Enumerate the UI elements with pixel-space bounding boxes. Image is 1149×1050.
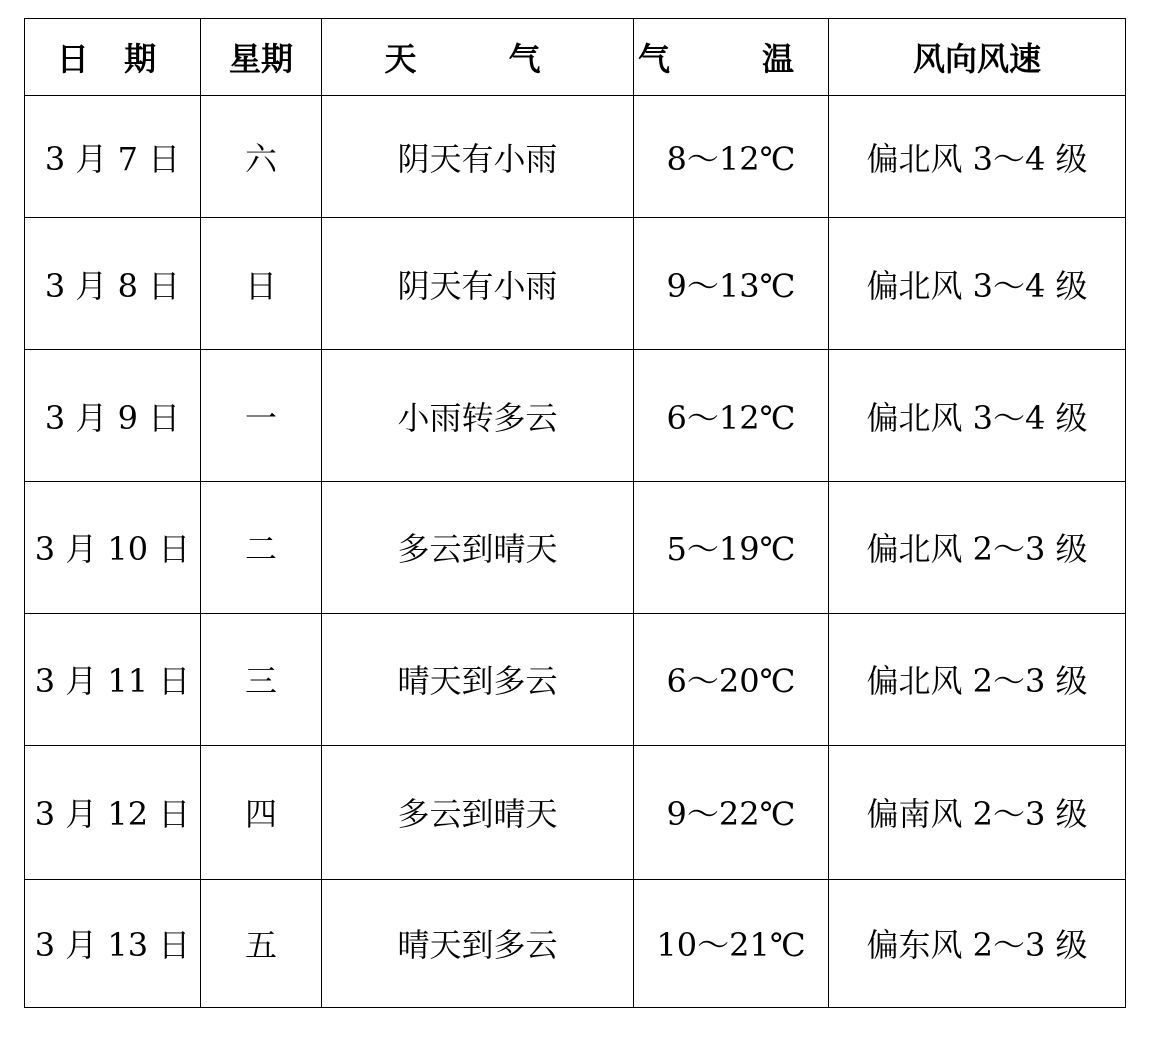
- cell-temperature: 6～12℃: [634, 350, 829, 482]
- cell-wind: 偏北风 3～4 级: [829, 96, 1126, 218]
- header-temperature: 气 温: [634, 19, 829, 96]
- table-row: [25, 218, 1126, 350]
- cell-weekday: 四: [201, 745, 322, 879]
- header-wind: 风向风速: [829, 19, 1126, 96]
- cell-weather: 多云到晴天: [322, 745, 634, 879]
- table-header: [25, 19, 1126, 96]
- table-row: [25, 482, 1126, 613]
- weather-forecast-table: [24, 18, 1126, 1008]
- cell-weather: 多云到晴天: [322, 482, 634, 613]
- cell-weather: 小雨转多云: [322, 350, 634, 482]
- cell-weekday: 五: [201, 879, 322, 1007]
- cell-weather: 晴天到多云: [322, 879, 634, 1007]
- header-weather: 天 气: [322, 19, 634, 96]
- cell-wind: 偏南风 2～3 级: [829, 745, 1126, 879]
- cell-date: 3 月 12 日: [25, 745, 201, 879]
- cell-date: 3 月 10 日: [25, 482, 201, 613]
- header-weekday: 星期: [201, 19, 322, 96]
- cell-date: 3 月 13 日: [25, 879, 201, 1007]
- cell-wind: 偏东风 2～3 级: [829, 879, 1126, 1007]
- cell-temperature: 9～13℃: [634, 218, 829, 350]
- cell-weekday: 三: [201, 613, 322, 745]
- cell-date: 3 月 11 日: [25, 613, 201, 745]
- cell-weekday: 六: [201, 96, 322, 218]
- table-row: [25, 613, 1126, 745]
- cell-date: 3 月 9 日: [25, 350, 201, 482]
- cell-weather: 阴天有小雨: [322, 218, 634, 350]
- cell-weekday: 日: [201, 218, 322, 350]
- cell-weekday: 一: [201, 350, 322, 482]
- cell-date: 3 月 7 日: [25, 96, 201, 218]
- cell-wind: 偏北风 2～3 级: [829, 482, 1126, 613]
- cell-temperature: 8～12℃: [634, 96, 829, 218]
- cell-wind: 偏北风 3～4 级: [829, 350, 1126, 482]
- cell-temperature: 6～20℃: [634, 613, 829, 745]
- table-body: [25, 96, 1126, 1008]
- cell-weather: 晴天到多云: [322, 613, 634, 745]
- cell-wind: 偏北风 2～3 级: [829, 613, 1126, 745]
- table-row: [25, 745, 1126, 879]
- table-row: [25, 879, 1126, 1007]
- cell-temperature: 5～19℃: [634, 482, 829, 613]
- header-row: [25, 19, 1126, 96]
- cell-date: 3 月 8 日: [25, 218, 201, 350]
- header-date: 日 期: [25, 19, 201, 96]
- cell-temperature: 9～22℃: [634, 745, 829, 879]
- table-row: [25, 350, 1126, 482]
- cell-temperature: 10～21℃: [634, 879, 829, 1007]
- cell-weekday: 二: [201, 482, 322, 613]
- table-row: [25, 96, 1126, 218]
- cell-weather: 阴天有小雨: [322, 96, 634, 218]
- cell-wind: 偏北风 3～4 级: [829, 218, 1126, 350]
